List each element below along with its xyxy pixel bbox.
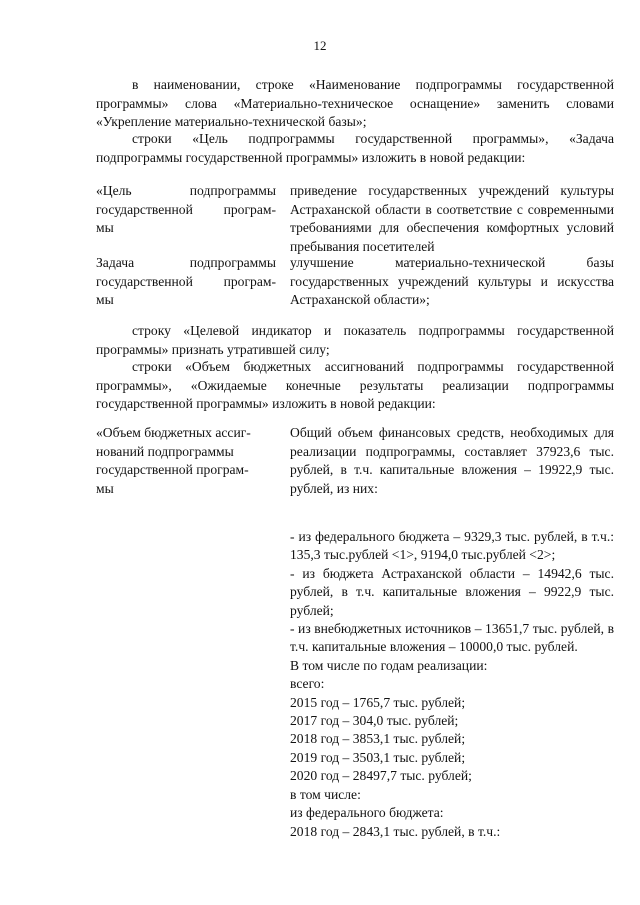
budget-item-regional: - из бюджета Астраханской области – 14942,6 тыс. рублей, в т.ч. капитальные вложения – 9922,9 тыс. рублей; bbox=[290, 565, 614, 618]
budget-line: из федерального бюджета: bbox=[290, 805, 444, 821]
label-line: «Цель подпрограммы bbox=[96, 183, 276, 198]
budget-line: 2018 год – 3853,1 тыс. рублей; bbox=[290, 731, 466, 747]
label-line: «Объем бюджетных ассиг- bbox=[96, 425, 251, 440]
budget-item-federal: - из федерального бюджета – 9329,3 тыс. рублей, в т.ч.: 135,3 тыс.рублей <1>, 9194,0 тыс.рублей <2>; bbox=[290, 529, 614, 563]
table1-goal-label bbox=[96, 182, 276, 238]
table2-budget-intro: Общий объем финансовых средств, необходимых для реализации подпрограммы, составляет 37923,6 тыс. рублей, в т.ч. капитальные вложения – 19922,9 тыс. рублей, из них: bbox=[290, 425, 614, 496]
table1-task-value: улучшение материально-технической базы государственных учреждений культуры и искусства Астраханской области»; bbox=[290, 255, 614, 307]
budget-line: 2017 год – 304,0 тыс. рублей; bbox=[290, 713, 459, 729]
label-line: мы bbox=[96, 292, 114, 307]
label-line: государственной програм- bbox=[96, 462, 249, 477]
table1-task-label bbox=[96, 254, 276, 310]
paragraph-rename-subprogram: в наименовании, строке «Наименование подпрограммы государственной программы» слова «Материально-техническое оснащение» заменить словами «Укрепление материально-технической базы»; bbox=[96, 77, 614, 129]
table1-goal-value: приведение государственных учреждений культуры Астраханской области в соответствие с современными требованиями для обеспечения комфортных условий пребывания посетителей bbox=[290, 183, 614, 254]
label-line: государственной програм- bbox=[96, 201, 276, 217]
budget-line: 2020 год – 28497,7 тыс. рублей; bbox=[290, 768, 472, 784]
budget-line: В том числе по годам реализации: bbox=[290, 657, 488, 673]
budget-line: 2015 год – 1765,7 тыс. рублей; bbox=[290, 694, 466, 710]
paragraph-indicator-void: строку «Целевой индикатор и показатель подпрограммы государственной программы» признать утратившей силу; bbox=[96, 323, 614, 357]
budget-line: 2018 год – 2843,1 тыс. рублей, в т.ч.: bbox=[290, 823, 501, 839]
label-line: нований подпрограммы bbox=[96, 443, 234, 459]
budget-line: 2019 год – 3503,1 тыс. рублей; bbox=[290, 749, 466, 765]
budget-line: всего: bbox=[290, 676, 325, 692]
budget-item-extrabudgetary: - из внебюджетных источников – 13651,7 тыс. рублей, в т.ч. капитальные вложения – 10000,0 тыс. рублей. bbox=[290, 621, 614, 655]
label-line: Задача подпрограммы bbox=[96, 255, 276, 270]
paragraph-budget-intro: строки «Объем бюджетных ассигнований подпрограммы государственной программы», «Ожидаемые конечные результаты реализации подпрограммы государственной программы» изложить в новой редакции: bbox=[96, 359, 614, 411]
paragraph-goal-task-intro: строки «Цель подпрограммы государственной программы», «Задача подпрограммы государственной программы» изложить в новой редакции: bbox=[96, 131, 614, 165]
label-line: мы bbox=[96, 220, 114, 235]
table2-budget-label bbox=[96, 424, 281, 498]
budget-line: в том числе: bbox=[290, 786, 361, 802]
label-line: мы bbox=[96, 480, 114, 496]
label-line: государственной програм- bbox=[96, 273, 276, 289]
page-number: 12 bbox=[313, 38, 327, 53]
table2-budget-details bbox=[290, 528, 614, 841]
